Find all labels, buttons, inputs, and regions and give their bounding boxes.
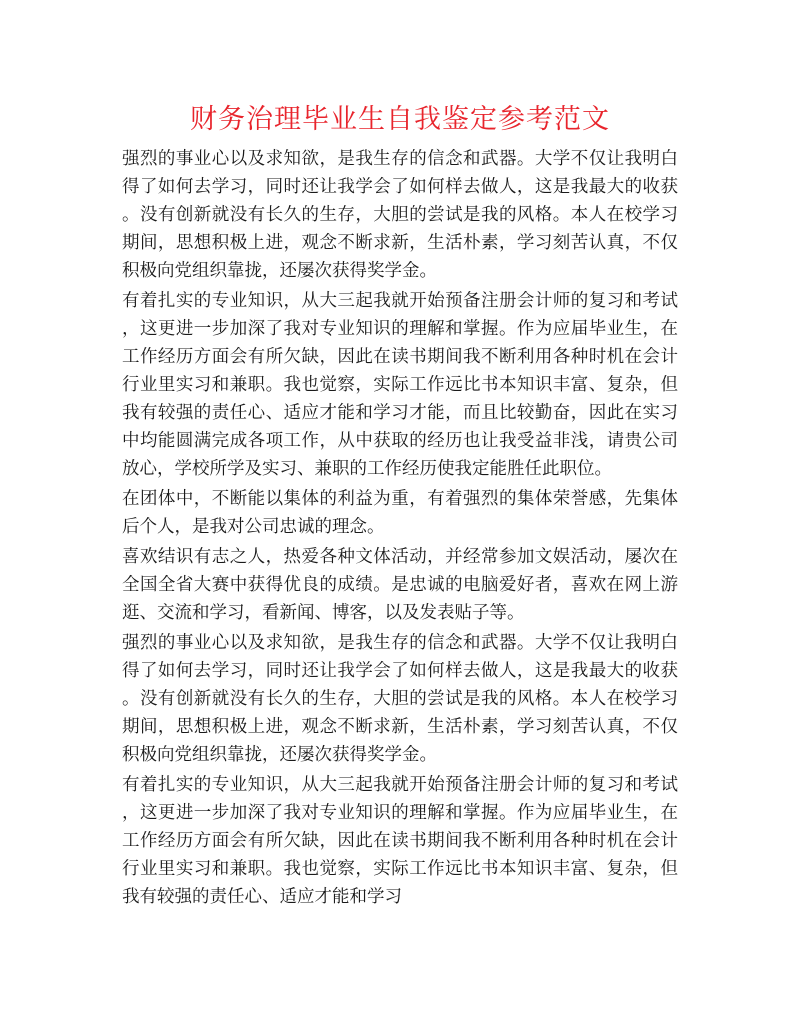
- document-body: [122, 145, 678, 913]
- paragraph-3: 在团体中，不断能以集体的利益为重，有着强烈的集体荣誉感，先集体后个人，是我对公司忠诚的理念。: [122, 489, 678, 537]
- paragraph-1: 强烈的事业心以及求知欲，是我生存的信念和武器。大学不仅让我明白得了如何去学习，同时还让我学会了如何样去做人，这是我最大的收获。没有创新就没有长久的生存，大胆的尝试是我的风格。本人在校学习期间，思想积极上进，观念不断求新，生活朴素，学习刻苦认真，不仅积极向党组织靠拢，还屡次获得奖学金。: [122, 149, 678, 281]
- paragraph-2: 有着扎实的专业知识，从大三起我就开始预备注册会计师的复习和考试，这更进一步加深了我对专业知识的理解和掌握。作为应届毕业生，在工作经历方面会有所欠缺，因此在读书期间我不断利用各种时机在会计行业里实习和兼职。我也觉察，实际工作远比书本知识丰富、复杂，但我有较强的责任心、适应才能和学习才能，而且比较勤奋，因此在实习中均能圆满完成各项工作，从中获取的经历也让我受益非浅，请贵公司放心，学校所学及实习、兼职的工作经历使我定能胜任此职位。: [122, 291, 678, 479]
- paragraph-4: 喜欢结识有志之人，热爱各种文体活动，并经常参加文娱活动，屡次在全国全省大赛中获得优良的成绩。是忠诚的电脑爱好者，喜欢在网上游逛、交流和学习，看新闻、博客，以及发表贴子等。: [122, 547, 678, 623]
- paragraph-6: 有着扎实的专业知识，从大三起我就开始预备注册会计师的复习和考试，这更进一步加深了我对专业知识的理解和掌握。作为应届毕业生，在工作经历方面会有所欠缺，因此在读书期间我不断利用各种时机在会计行业里实习和兼职。我也觉察，实际工作远比书本知识丰富、复杂，但我有较强的责任心、适应才能和学习: [122, 775, 678, 907]
- paragraph-5: 强烈的事业心以及求知欲，是我生存的信念和武器。大学不仅让我明白得了如何去学习，同时还让我学会了如何样去做人，这是我最大的收获。没有创新就没有长久的生存，大胆的尝试是我的风格。本人在校学习期间，思想积极上进，观念不断求新，生活朴素，学习刻苦认真，不仅积极向党组织靠拢，还屡次获得奖学金。: [122, 633, 678, 765]
- document-title: 财务治理毕业生自我鉴定参考范文: [190, 104, 610, 135]
